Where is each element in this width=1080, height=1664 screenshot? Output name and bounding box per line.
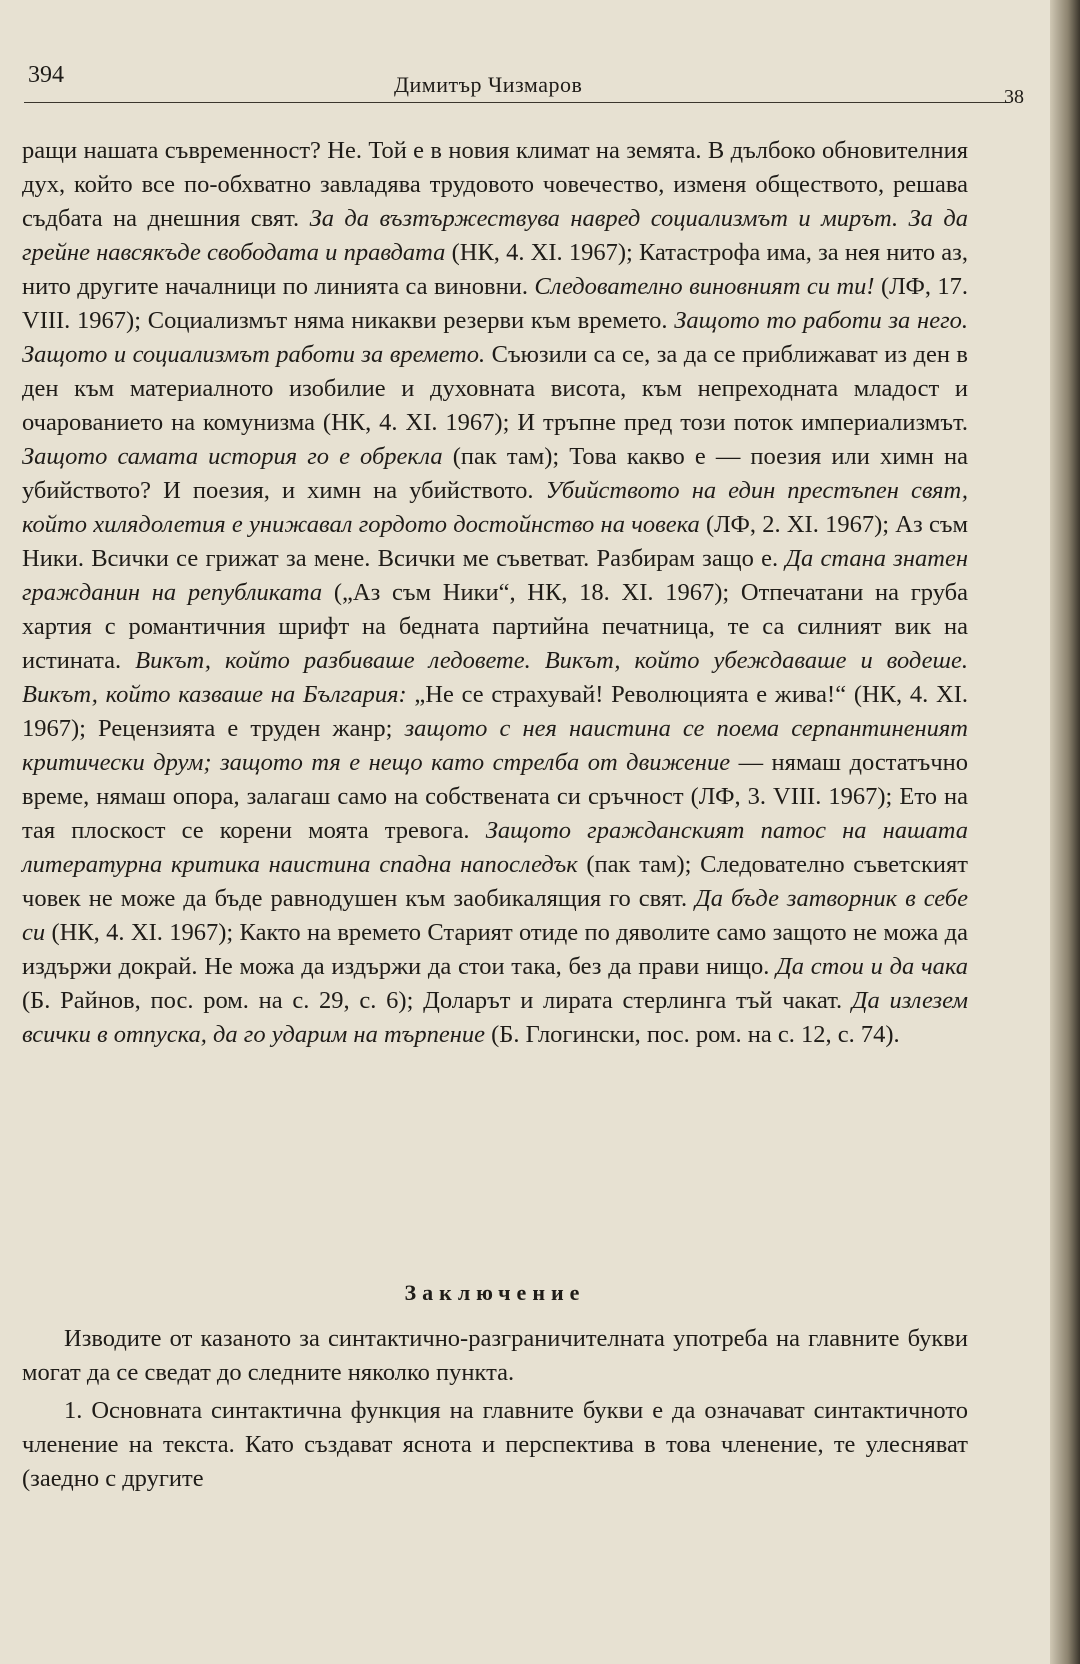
section-title: Заключение [404,1280,586,1305]
text-run: — нямаш достатъчно време, нямаш опора, залагаш само на собствената си сръчност (ЛФ, 3. VIII. 1967); Ето на тая плоскост се корени моята тревога. [22,749,969,844]
italic-quote: защото с нея наистина се поема серпантиненият критически друм; защото тя е нещо като стрелба от движение [22,715,968,776]
italic-quote: Да бъде затворник в себе си [22,885,968,946]
running-head: Димитър Чизмаров [394,72,583,97]
conclusion-text [22,1322,968,1500]
text-run: (Б. Глогински, пос. ром. на с. 12, с. 74). [485,1021,900,1048]
text-run: (НК, 4. XI. 1967); Катастрофа има, за нея нито аз, нито другите началници по линията са виновни. [22,239,968,300]
italic-quote: Защото гражданският патос на нашата литературна критика наистина спадна напоследък [22,817,969,878]
text-run: (пак там); Това какво е — поезия или химн на убийството? И поезия, и химн на убийството. [22,443,968,504]
italic-quote: Защото то работи за него. Защото и социализмът работи за времето. [22,307,969,368]
main-text [22,134,968,1052]
text-run: (НК, 4. XI. 1967); Както на времето Старият отиде по дяволите само защото не можа да издържи докрай. Не можа да издържи да стои така, без да прави нищо. [22,919,968,980]
text-run: „Не се страхувай! Революцията е жива!“ (НК, 4. XI. 1967); Рецензията е труден жанр; [22,681,968,742]
italic-quote: Да стои и да чака [776,953,968,980]
conclusion-paragraph-1: Изводите от казаното за синтактично-разграничителната употреба на главните букви могат да се сведат до следните няколко пункта. [22,1325,968,1386]
page-number: 394 [28,62,64,88]
text-run: (ЛФ, 17. VIII. 1967); Социализмът няма никакви резерви към времето. [22,273,968,334]
text-run: („Аз съм Ники“, НК, 18. XI. 1967); Отпечатани на груба хартия с романтичния шрифт на бедната партийна печатница, те са силният вик на истината. [22,579,968,674]
italic-quote: Да излезем всички в отпуска, да го ударим на търпение [22,987,968,1048]
text-run: (Б. Райнов, пос. ром. на с. 29, с. 6); Доларът и лирата стерлинга тъй чакат. [22,987,852,1014]
book-gutter-shadow [1050,0,1080,1664]
corner-number: 38 [1004,86,1024,108]
conclusion-paragraph-2: 1. Основната синтактична функция на главните букви е да означават синтактичното членение на текста. Като създават яснота и перспектива в това членение, те улесняват (заедно с другите [22,1397,968,1492]
italic-quote: Викът, който разбиваше ледовете. Викът, който убеждаваше и водеше. Викът, който казваше на България: [22,647,968,708]
italic-quote: За да възтържествува навред социализмът и мирът. За да грейне навсякъде свободата и правдата [22,205,968,266]
italic-quote: Следователно виновният си ти! [534,273,875,300]
text-run: (пак там); Следователно съветският човек не може да бъде равнодушен към заобикалящия го свят. [22,851,968,912]
page-header [24,58,1024,108]
body-paragraph [22,134,968,1052]
text-run: ращи нашата съвременност? Не. Той е в новия климат на земята. В дълбоко обновителния дух, който все по-обхватно завладява трудовото човечество, изменя обществото, решава съдбата на днешния свят. [22,137,968,232]
italic-quote: Да стана знатен гражданин на републиката [22,545,968,606]
text-run: (ЛФ, 2. XI. 1967); Аз съм Ники. Всички се грижат за мене. Всички ме съветват. Разбирам защо е. [22,511,968,572]
italic-quote: Убийството на един престъпен свят, който хилядолетия е унижавал гордото достойнство на човека [22,477,968,538]
italic-quote: Защото самата история го е обрекла [22,443,443,470]
text-run: Съюзили са се, за да се приближават из ден в ден към материалното изобилие и духовната висота, към непреходната младост и очарованието на комунизма (НК, 4. XI. 1967); И тръпне пред този поток империализмът. [22,341,968,436]
